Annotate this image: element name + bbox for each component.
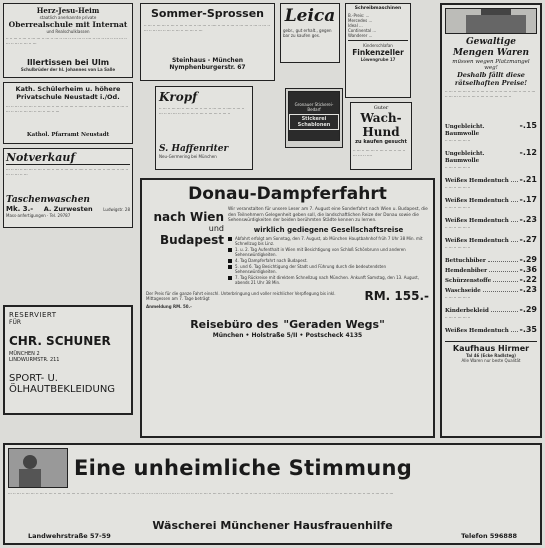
donau-office-pre: Reisebüro des: [190, 317, 279, 331]
hirmer-row: Hemdenbiber -.36: [445, 265, 537, 274]
schuner-product1: SPORT- U.: [9, 373, 58, 384]
schuelerheim-ad: [3, 82, 133, 144]
notverkauf-name: A. Zurwesten: [43, 205, 93, 213]
leica-title: Leica: [284, 6, 336, 26]
sprossen-title: Sommer-Sprossen: [150, 7, 265, 20]
schreib-item: Mercedes ...: [348, 18, 373, 23]
donau-step: 7. Tag Rückreise mit direktem Schnellzug nach München. Ankunft Samstag, den 13. August, abends 21 Uhr 38 Min.: [235, 274, 419, 285]
sticker-ad: [285, 88, 343, 148]
sticker-stamp: Gronauer Stickerei-Bedarf: [294, 102, 334, 112]
hirmer-row: Ungebleicht. Baumwolle -.15: [445, 121, 537, 137]
sticker-box: [288, 91, 340, 141]
hirmer-row: Ungebleicht. Baumwolle -.12: [445, 148, 537, 164]
kropf-title: Kropf: [159, 90, 198, 104]
donau-price: RM. 155.-: [364, 288, 429, 303]
wachhund-title: Wach-Hund: [360, 111, 402, 139]
schuner-city: MÜNCHEN 2: [9, 351, 40, 357]
schuner-name: CHR. SCHUNER: [9, 334, 111, 348]
schreib-item: Ideal ...: [348, 23, 363, 28]
notverkauf-brand: Taschenwaschen: [6, 195, 90, 205]
herz-jesu-school: Oberrealschule mit Internat: [8, 20, 128, 29]
hirmer-banner: Gewaltige Mengen Waren: [452, 37, 530, 58]
schuelerheim-footer: Kathol. Pfarramt Neustadt: [26, 132, 110, 138]
bottom-phone: Telefon 596888: [461, 532, 517, 540]
schreibmaschinen-ad: [345, 3, 411, 98]
donau-step: 5. und 6. Tag Besichtigung der Stadt und Führung durch die bedeutendsten Sehenswürdigkeiten.: [235, 263, 387, 274]
notverkauf-price: Mk. 3.-: [6, 205, 34, 213]
donau-office-city: München • Holstraße 5/II • Postscheck 4135: [212, 331, 363, 339]
hirmer-building-illustration: [445, 8, 537, 34]
hirmer-ad: [440, 3, 542, 438]
wachhund-pre: Guter: [373, 105, 389, 111]
donau-price-text: Der Preis für die ganze Fahrt einschl. Unterbringung und voller reichlicher Verpflegung bis inkl. Mittagessen am 7. Tage beträgt: [146, 290, 336, 301]
hirmer-row: Weißes Hemdentuch -.23: [445, 215, 537, 224]
bottom-street: Landwehrstraße 57-59: [28, 532, 111, 540]
hirmer-note: Alle Waren nur beste Qualität: [461, 358, 521, 363]
schuner-fuer: FÜR: [9, 319, 22, 326]
notverkauf-fineprint: ··· ·· ··· ·· ··· ··· ·· ··· ·· ··· ·· ··· ·· ··· ··· ·· ···· ·· ··· ·· ··· ·· ··· ··· ·· ··· ·· ··· ·· ··· ·· ···: [6, 167, 129, 177]
donau-highlight: wirklich gediegene Gesellschaftsreise: [253, 225, 404, 234]
hirmer-addr: Tal 46 (Ecke Radlsteg): [466, 353, 516, 358]
sprossen-fineprint: ·· ··· ·· ··· ··· ·· ··· ·· ··· ·· ··· ·· ··· ··· ·· ···· ·· ··· ·· ··· ·· ··· ··· ·· ··· ·· ··· ·· ··· ·· ··· ··· ·· ··· ·· ··· ·· ··· ··· ·· ···: [144, 23, 270, 33]
hirmer-row: Weißes Hemdentuch -.27: [445, 235, 537, 244]
hirmer-price-list: Ungebleicht. Baumwolle -.15 ·· ··· ·· ··· ··· ·· Ungebleicht. Baumwolle -.12 ·· ··· ·· ··· ··· ·· Weißes Hemdentuch -.21 ·· ··· ·· ··· ··· ·· Weißes Hemdentuch -.17 ·· ··· ·· ··· ··· ·· Weißes Hemdentuch -.23 ·· ··· ·· ··· ··· ·· Weißes Hemdentuch -.27 ·· ··· ·· ··· ··· ·· Bettuchbiber -.29 Hemdenbiber -.36 Schürzenstoffe -.22 Waschseide -.23 ·· ··· ·· ··· ··· ·· Kinderbekleid -.29 ·· ··· ·· ··· ··· ·· Weißes Hemdentuch -.35: [445, 121, 537, 334]
herz-jesu-town: Illertissen bei Ulm: [26, 58, 110, 67]
bottom-headline: Eine unheimliche Stimmung: [74, 456, 413, 480]
herz-jesu-subtitle: staatlich anerkannte private: [39, 15, 97, 20]
herz-jesu-ad: [3, 3, 133, 78]
hirmer-slogan: Deshalb fällt diese rätselhaften Preise!: [454, 71, 528, 87]
schuner-street: LINDWURMSTR. 211: [9, 357, 60, 363]
leica-detail: gebr., gut erhalt., gegen bar zu kaufen ges.: [283, 28, 332, 38]
donau-title: Donau-Dampferfahrt: [188, 184, 387, 204]
donau-office-name: "Geraden Wegs": [283, 317, 385, 331]
waescherei-illustration: [8, 448, 68, 488]
kropf-fineprint: ·· ··· ·· ··· ··· ·· ··· ·· ··· ·· ··· ·· ··· ··· ·· ···· ·· ··· ·· ··· ·· ··· ··· ·· ··· ·· ··· ·· ··· ·· ··· ··· ·· ··· ··: [159, 106, 245, 116]
kropf-city: Neu-Germering bei München: [159, 154, 217, 159]
wachhund-fineprint: ·· ··· ·· ··· ··· ·· ··· ·· ··· ·· ··· ·· ··· ··· ·· ····: [353, 148, 406, 158]
hirmer-row: Kinderbekleid -.29: [445, 305, 537, 314]
notverkauf-title: Notverkauf: [6, 151, 130, 165]
donau-anmeldung: Anmeldung RM. 50.-: [146, 303, 192, 309]
sprossen-brand: Steinhaus - München: [171, 57, 244, 64]
hirmer-row: Bettuchbiber -.29: [445, 255, 537, 264]
donau-left1: nach Wien: [153, 210, 224, 224]
donau-ad: [140, 178, 435, 438]
sticker-label: Stickerei Schablonen: [289, 114, 339, 130]
donau-step: 1. u. 2. Tag Aufenthalt in Wien mit Besichtigung von Schloß Schönbrunn und anderen Sehenswürdigkeiten.: [235, 246, 406, 257]
schuner-ad: [3, 305, 133, 415]
herz-jesu-title: Herz-Jesu-Heim: [36, 6, 100, 15]
donau-left3: Budapest: [160, 233, 224, 247]
hirmer-banner2: müssen wegen Platzmangel weg!: [452, 59, 530, 71]
herz-jesu-org: Schulbrüder der hl. Johannes von La Salle: [20, 67, 116, 72]
schreib-brand2: Finkenzeller: [352, 48, 404, 57]
schreib-list: [348, 13, 408, 38]
hirmer-row: Weißes Hemdentuch -.21: [445, 175, 537, 184]
donau-step: 4. Tag Dampferfahrt nach Budapest.: [235, 257, 308, 263]
hirmer-row: Weißes Hemdentuch -.35: [445, 325, 537, 334]
donau-step: Abfahrt erfolgt am Sonntag, den 7. August, ab München Hauptbahnhof früh 7 Uhr 38 Min. mit Schnellzug bis Linz.: [235, 235, 423, 246]
schuelerheim-fineprint: ··· ·· ··· ·· ··· ··· ·· ··· ·· ··· ·· ··· ·· ··· ··· ·· ···· ·· ··· ·· ··· ·· ··· ··· ·· ··· ·· ··· ·· ··· ·· ··· ··· ·· ··· ·· ··· ·· ···: [6, 104, 129, 114]
schreib-item: Wanderer ...: [348, 33, 373, 38]
hirmer-row: Schürzenstoffe -.22: [445, 275, 537, 284]
leica-ad: [280, 3, 340, 63]
wachhund-detail: zu kaufen gesucht: [355, 139, 407, 145]
notverkauf-street: Ludwigstr. 28: [103, 207, 130, 212]
waescherei-ad: [3, 443, 542, 545]
hirmer-name: Kaufhaus Hirmer: [445, 341, 537, 353]
schuelerheim-line2: Privatschule Neustadt i./Od.: [16, 93, 120, 101]
bottom-fineprint: ··· ·· ··· ·· ··· ··· ·· ··· ·· ··· ·· ··· ·· ··· ··· ·· ···· ·· ··· ·· ··· ·· ··· ··· ·· ··· ·· ··· ·· ··· ·· ··· ··· ·· ··· ·· ··· ·· ··· ··· ·· ··· ·· ··· ·· ··· ··· ·· ··· ·· ··· ·· ··· ·· ··· ·· ··· ··· ·· ··· ·· ··· ·· ··· ··· ·· ··· ·· ··· ·· ··· ·· ··· ·· ··· ··· ·· ··· ·· ··· ·· ··· ··· ·· ···: [8, 491, 394, 496]
hirmer-row: Waschseide -.23: [445, 285, 537, 294]
donau-left2: und: [208, 224, 224, 233]
herz-jesu-detail: und Realschulklassen: [46, 29, 90, 34]
kropf-name: S. Haffenriter: [159, 144, 229, 154]
sprossen-addr: Nymphenburgerstr. 67: [169, 64, 246, 71]
schreib-title: Schreibmaschinen: [354, 6, 402, 11]
wachhund-ad: [350, 102, 412, 170]
notverkauf-ad: [3, 148, 133, 228]
herz-jesu-fineprint: ·· ·· ··· ·· ··· ·· ··· ··· ·· ··· ·· ··· ·· ··· ·· ··· ··· ·· ···· ·· ··· ·· ··· ·· ··· ··· ·· ··· ·· ··· ·· ··· ·· ···: [6, 36, 127, 46]
hirmer-fineprint: ·· ··· ·· ··· ··· ·· ··· ·· ··· ·· ··· ·· ··· ··· ·· ···· ·· ··· ·· ··· ·· ··· ··· ·· ··· ·· ··· ·· ··· ·· ··· ··· ·· ··· ··: [445, 89, 536, 99]
donau-steps: [228, 236, 429, 285]
hirmer-row: Weißes Hemdentuch -.17: [445, 195, 537, 204]
schuner-product2: ÖLHAUTBEKLEIDUNG: [9, 384, 116, 395]
sprossen-ad: [140, 3, 275, 81]
bottom-brand: Wäscherei Münchener Hausfrauenhilfe: [152, 519, 393, 532]
kropf-ad: [155, 86, 253, 170]
schuelerheim-line1: Kath. Schülerheim u. höhere: [15, 85, 121, 93]
donau-intro: Wir veranstalten für unsere Leser am 7. August eine Sonderfahrt nach Wien u. Budapest, die den Teilnehmern Gelegenheit geben soll, die landschaftlichen Reize der Donau sowie die Sehenswürdigkeiten der beiden berühmten Städte kennen zu lernen.: [228, 207, 428, 223]
schreib-brand: Kinderschlafan: [363, 43, 393, 48]
schuner-reserviert: RESERVIERT: [9, 311, 57, 319]
schreib-item: Continental ...: [348, 28, 377, 33]
notverkauf-footer: Mass-anfertigungen · Tel. 29787: [6, 213, 71, 218]
schreib-addr: Löwengrube 17: [360, 57, 396, 62]
schreib-item: B.-Preis: ...: [348, 13, 370, 18]
